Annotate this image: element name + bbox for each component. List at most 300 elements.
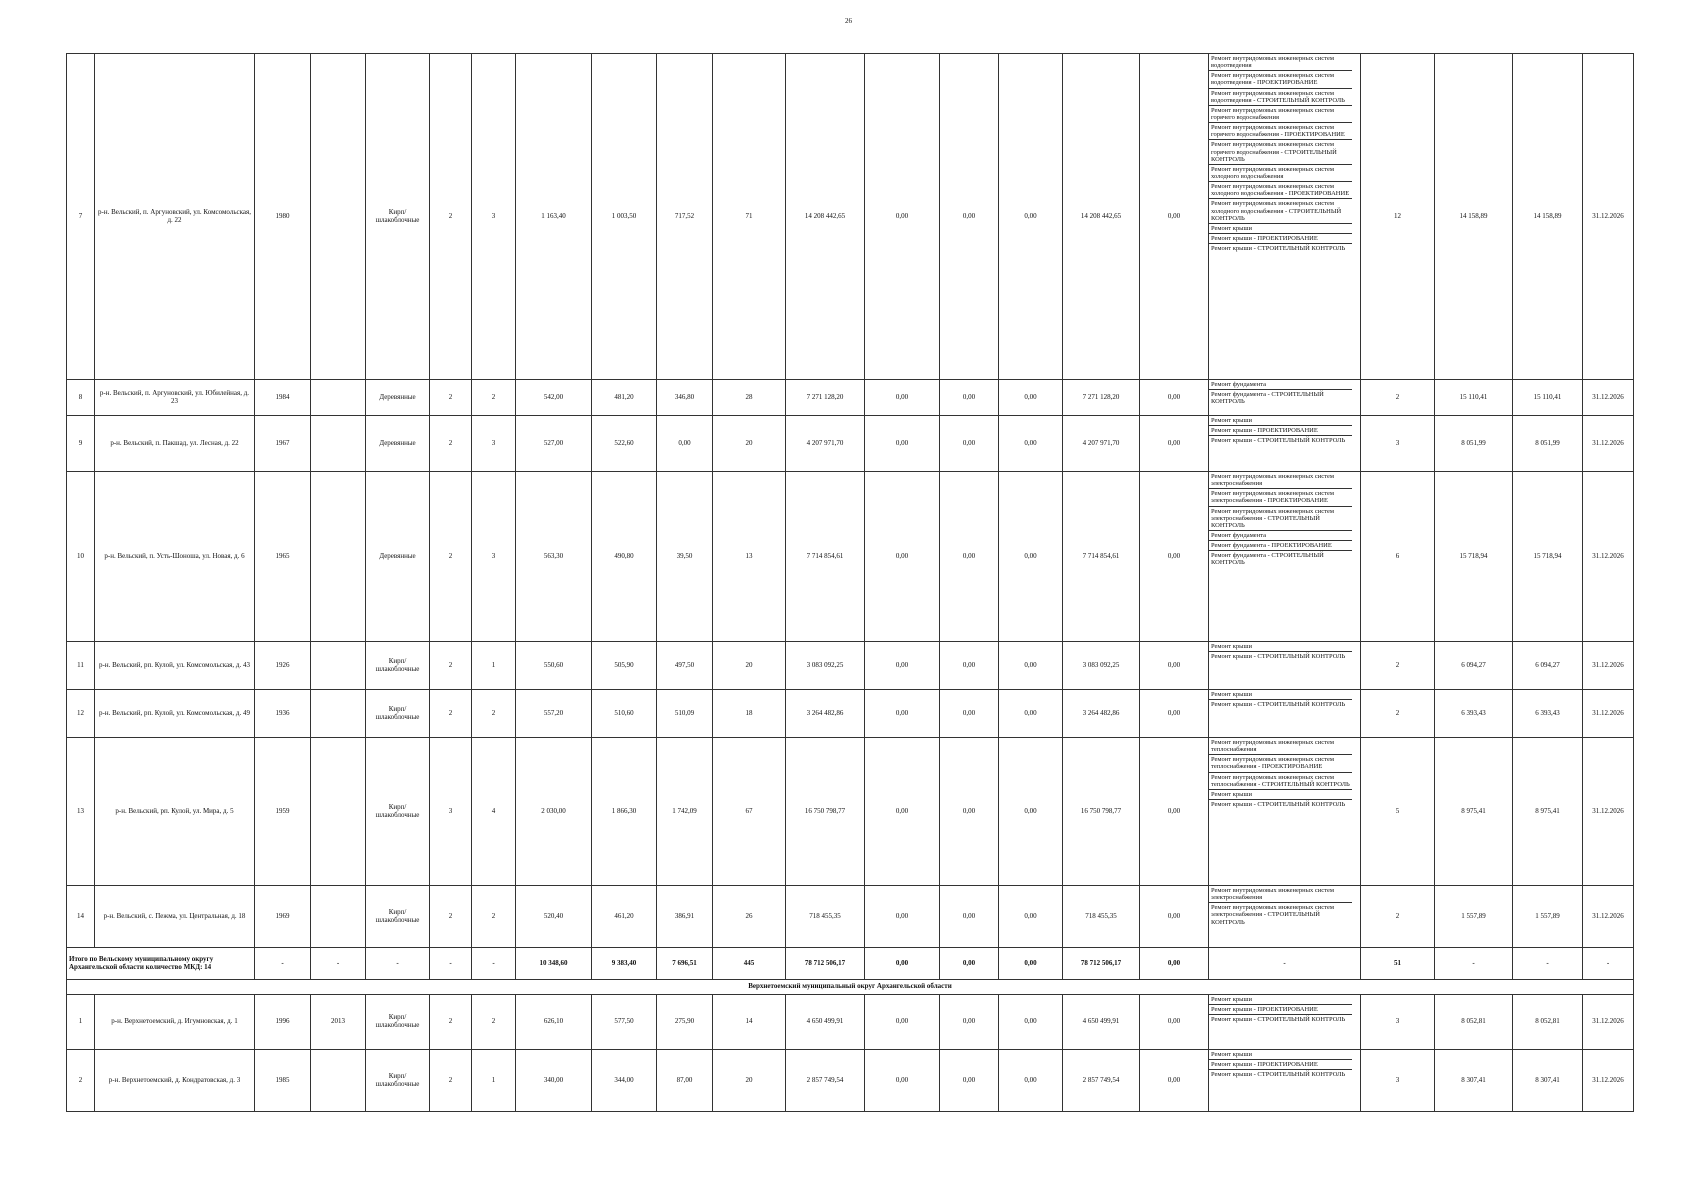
work-item: Ремонт крыши <box>1209 642 1352 652</box>
work-item: Ремонт крыши <box>1209 995 1352 1005</box>
table-row <box>67 738 1634 886</box>
unit-cost: 6 393,43 <box>1435 690 1513 738</box>
fund-federal: 0,00 <box>865 738 940 886</box>
work-item: Ремонт внутридомовых инженерных систем теплоснабжения - ПРОЕКТИРОВАНИЕ <box>1209 755 1352 772</box>
total-area-private: 7 696,51 <box>657 948 713 980</box>
works-count: 2 <box>1361 690 1435 738</box>
work-item: Ремонт внутридомовых инженерных систем электроснабжения - СТРОИТЕЛЬНЫЙ КОНТРОЛЬ <box>1211 904 1334 926</box>
work-item: Ремонт внутридомовых инженерных систем электроснабжения <box>1209 472 1352 489</box>
year-built: 1969 <box>255 886 311 948</box>
floors: 2 <box>430 54 472 380</box>
area-private: 717,52 <box>657 54 713 380</box>
work-item: Ремонт крыши - СТРОИТЕЛЬНЫЙ КОНТРОЛЬ <box>1211 800 1346 808</box>
unit-limit: 15 718,94 <box>1513 472 1583 642</box>
section-title: Верхнетоемский муниципальный округ Архангельской области <box>67 980 1634 995</box>
area-private: 346,80 <box>657 380 713 416</box>
fund-owners: 14 208 442,65 <box>1063 54 1140 380</box>
area-total: 563,30 <box>516 472 592 642</box>
work-item: Ремонт крыши - ПРОЕКТИРОВАНИЕ <box>1209 234 1352 244</box>
works-list <box>1209 416 1360 445</box>
fund-other: 0,00 <box>1140 54 1209 380</box>
table-row <box>67 642 1634 690</box>
address-cell: р-н. Вельский, п. Усть-Шоноша, ул. Новая, д. 6 <box>95 472 255 642</box>
wall-material: Кирп/ шлакоблочные <box>366 1050 430 1112</box>
fund-regional: 0,00 <box>940 886 999 948</box>
fund-regional: 0,00 <box>940 54 999 380</box>
floors: 2 <box>430 886 472 948</box>
cost-total: 4 650 499,91 <box>786 995 865 1050</box>
area-private: 510,09 <box>657 690 713 738</box>
fund-owners: 7 271 128,20 <box>1063 380 1140 416</box>
work-item: Ремонт крыши <box>1209 224 1352 234</box>
works-list-cell <box>1209 642 1361 690</box>
year-built: 1959 <box>255 738 311 886</box>
works-list <box>1209 886 1360 927</box>
work-item: Ремонт крыши - СТРОИТЕЛЬНЫЙ КОНТРОЛЬ <box>1211 701 1346 709</box>
fund-other: 0,00 <box>1140 995 1209 1050</box>
cost-total: 718 455,35 <box>786 886 865 948</box>
total-dash: - <box>472 948 516 980</box>
total-area-total: 10 348,60 <box>516 948 592 980</box>
work-item: Ремонт крыши - СТРОИТЕЛЬНЫЙ КОНТРОЛЬ <box>1211 245 1346 253</box>
works-list <box>1209 1050 1360 1079</box>
residents: 26 <box>713 886 786 948</box>
work-item: Ремонт внутридомовых инженерных систем водоотведения <box>1209 54 1352 71</box>
area-private: 386,91 <box>657 886 713 948</box>
work-item: Ремонт крыши <box>1209 690 1352 700</box>
area-living: 490,80 <box>592 472 657 642</box>
deadline: 31.12.2026 <box>1583 54 1634 380</box>
fund-federal: 0,00 <box>865 380 940 416</box>
cost-total: 2 857 749,54 <box>786 1050 865 1112</box>
fund-federal: 0,00 <box>865 690 940 738</box>
residents: 20 <box>713 1050 786 1112</box>
work-item: Ремонт крыши <box>1209 416 1352 426</box>
fund-regional: 0,00 <box>940 380 999 416</box>
work-item: Ремонт фундамента - СТРОИТЕЛЬНЫЙ КОНТРОЛЬ <box>1211 552 1324 567</box>
work-item: Ремонт внутридомовых инженерных систем холодного водоснабжения - СТРОИТЕЛЬНЫЙ КОНТРОЛЬ <box>1209 199 1352 223</box>
table-row <box>67 416 1634 472</box>
works-count: 3 <box>1361 1050 1435 1112</box>
wall-material: Кирп/ шлакоблочные <box>366 995 430 1050</box>
unit-cost: 14 158,89 <box>1435 54 1513 380</box>
fund-owners: 2 857 749,54 <box>1063 1050 1140 1112</box>
year-built: 1936 <box>255 690 311 738</box>
works-count: 2 <box>1361 642 1435 690</box>
year-built: 1984 <box>255 380 311 416</box>
entrances: 1 <box>472 642 516 690</box>
entrances: 2 <box>472 380 516 416</box>
fund-regional: 0,00 <box>940 995 999 1050</box>
total-dash: - <box>311 948 366 980</box>
work-item: Ремонт внутридомовых инженерных систем холодного водоснабжения <box>1209 165 1352 182</box>
entrances: 1 <box>472 1050 516 1112</box>
fund-federal: 0,00 <box>865 472 940 642</box>
floors: 2 <box>430 1050 472 1112</box>
year-built: 1965 <box>255 472 311 642</box>
table-row <box>67 54 1634 380</box>
wall-material: Деревянные <box>366 416 430 472</box>
residents: 71 <box>713 54 786 380</box>
work-item: Ремонт внутридомовых инженерных систем электроснабжения <box>1209 886 1352 903</box>
address-cell: р-н. Вельский, п. Пакшад, ул. Лесная, д. 22 <box>95 416 255 472</box>
work-item: Ремонт крыши - СТРОИТЕЛЬНЫЙ КОНТРОЛЬ <box>1211 437 1346 445</box>
area-total: 557,20 <box>516 690 592 738</box>
deadline: 31.12.2026 <box>1583 380 1634 416</box>
fund-local: 0,00 <box>999 886 1063 948</box>
residents: 18 <box>713 690 786 738</box>
row-number: 11 <box>67 642 95 690</box>
area-living: 1 003,50 <box>592 54 657 380</box>
total-fund-reg: 0,00 <box>940 948 999 980</box>
residents: 14 <box>713 995 786 1050</box>
work-item: Ремонт внутридомовых инженерных систем горячего водоснабжения - СТРОИТЕЛЬНЫЙ КОНТРОЛЬ <box>1209 140 1352 164</box>
table-row <box>67 690 1634 738</box>
table-row <box>67 472 1634 642</box>
table-row <box>67 1050 1634 1112</box>
total-area-living: 9 383,40 <box>592 948 657 980</box>
area-living: 577,50 <box>592 995 657 1050</box>
fund-local: 0,00 <box>999 380 1063 416</box>
total-fund-fed: 0,00 <box>865 948 940 980</box>
works-count: 5 <box>1361 738 1435 886</box>
works-list <box>1209 738 1360 809</box>
fund-other: 0,00 <box>1140 886 1209 948</box>
area-private: 39,50 <box>657 472 713 642</box>
deadline: 31.12.2026 <box>1583 886 1634 948</box>
work-item: Ремонт внутридомовых инженерных систем горячего водоснабжения <box>1209 106 1352 123</box>
row-number: 2 <box>67 1050 95 1112</box>
entrances: 2 <box>472 995 516 1050</box>
cost-total: 7 714 854,61 <box>786 472 865 642</box>
fund-other: 0,00 <box>1140 1050 1209 1112</box>
table-row <box>67 886 1634 948</box>
work-item: Ремонт внутридомовых инженерных систем электроснабжения - ПРОЕКТИРОВАНИЕ <box>1209 489 1352 506</box>
fund-federal: 0,00 <box>865 642 940 690</box>
residents: 20 <box>713 416 786 472</box>
unit-limit: 6 094,27 <box>1513 642 1583 690</box>
address-cell: р-н. Вельский, п. Аргуновский, ул. Юбилейная, д. 23 <box>95 380 255 416</box>
table-row <box>67 380 1634 416</box>
floors: 2 <box>430 995 472 1050</box>
fund-owners: 16 750 798,77 <box>1063 738 1140 886</box>
year-overhaul <box>311 472 366 642</box>
cost-total: 7 271 128,20 <box>786 380 865 416</box>
address-cell: р-н. Верхнетоемский, д. Игумновская, д. 1 <box>95 995 255 1050</box>
entrances: 2 <box>472 886 516 948</box>
residents: 67 <box>713 738 786 886</box>
work-item: Ремонт крыши <box>1209 790 1352 800</box>
work-item: Ремонт крыши - ПРОЕКТИРОВАНИЕ <box>1209 1060 1352 1070</box>
works-list <box>1209 472 1360 568</box>
floors: 2 <box>430 690 472 738</box>
area-private: 497,50 <box>657 642 713 690</box>
entrances: 3 <box>472 472 516 642</box>
work-item: Ремонт внутридомовых инженерных систем теплоснабжения - СТРОИТЕЛЬНЫЙ КОНТРОЛЬ <box>1209 773 1352 790</box>
works-count: 2 <box>1361 886 1435 948</box>
year-overhaul <box>311 380 366 416</box>
cost-total: 16 750 798,77 <box>786 738 865 886</box>
work-item: Ремонт внутридомовых инженерных систем теплоснабжения <box>1209 738 1352 755</box>
works-count: 2 <box>1361 380 1435 416</box>
year-built: 1980 <box>255 54 311 380</box>
works-count: 12 <box>1361 54 1435 380</box>
year-overhaul: 2013 <box>311 995 366 1050</box>
year-built: 1967 <box>255 416 311 472</box>
total-dash: - <box>1209 948 1361 980</box>
fund-local: 0,00 <box>999 995 1063 1050</box>
fund-other: 0,00 <box>1140 380 1209 416</box>
unit-limit: 15 110,41 <box>1513 380 1583 416</box>
fund-owners: 4 650 499,91 <box>1063 995 1140 1050</box>
total-residents: 445 <box>713 948 786 980</box>
fund-regional: 0,00 <box>940 738 999 886</box>
unit-limit: 8 052,81 <box>1513 995 1583 1050</box>
work-item: Ремонт крыши - СТРОИТЕЛЬНЫЙ КОНТРОЛЬ <box>1211 1071 1346 1079</box>
residents: 13 <box>713 472 786 642</box>
unit-cost: 8 307,41 <box>1435 1050 1513 1112</box>
works-list-cell <box>1209 472 1361 642</box>
fund-other: 0,00 <box>1140 738 1209 886</box>
fund-local: 0,00 <box>999 54 1063 380</box>
fund-other: 0,00 <box>1140 472 1209 642</box>
residents: 28 <box>713 380 786 416</box>
area-total: 2 030,00 <box>516 738 592 886</box>
address-cell: р-н. Вельский, рп. Кулой, ул. Комсомольская, д. 49 <box>95 690 255 738</box>
cost-total: 3 264 482,86 <box>786 690 865 738</box>
work-item: Ремонт крыши - ПРОЕКТИРОВАНИЕ <box>1209 1005 1352 1015</box>
year-overhaul <box>311 642 366 690</box>
works-count: 3 <box>1361 416 1435 472</box>
wall-material: Кирп/ шлакоблочные <box>366 690 430 738</box>
entrances: 4 <box>472 738 516 886</box>
table-row <box>67 995 1634 1050</box>
works-list <box>1209 995 1360 1024</box>
total-fund-own: 78 712 506,17 <box>1063 948 1140 980</box>
entrances: 2 <box>472 690 516 738</box>
wall-material: Кирп/ шлакоблочные <box>366 886 430 948</box>
total-dash: - <box>1435 948 1513 980</box>
area-total: 527,00 <box>516 416 592 472</box>
total-row <box>67 948 1634 980</box>
fund-other: 0,00 <box>1140 416 1209 472</box>
area-living: 505,90 <box>592 642 657 690</box>
section-row <box>67 980 1634 995</box>
deadline: 31.12.2026 <box>1583 1050 1634 1112</box>
area-private: 0,00 <box>657 416 713 472</box>
fund-regional: 0,00 <box>940 472 999 642</box>
year-overhaul <box>311 738 366 886</box>
unit-limit: 1 557,89 <box>1513 886 1583 948</box>
fund-owners: 4 207 971,70 <box>1063 416 1140 472</box>
work-item: Ремонт внутридомовых инженерных систем холодного водоснабжения - ПРОЕКТИРОВАНИЕ <box>1209 182 1352 199</box>
entrances: 3 <box>472 416 516 472</box>
address-cell: р-н. Вельский, рп. Кулой, ул. Мира, д. 5 <box>95 738 255 886</box>
year-built: 1996 <box>255 995 311 1050</box>
fund-federal: 0,00 <box>865 995 940 1050</box>
area-total: 542,00 <box>516 380 592 416</box>
floors: 3 <box>430 738 472 886</box>
works-list <box>1209 380 1360 406</box>
works-list-cell <box>1209 416 1361 472</box>
work-item: Ремонт крыши - СТРОИТЕЛЬНЫЙ КОНТРОЛЬ <box>1211 1016 1346 1024</box>
work-item: Ремонт внутридомовых инженерных систем электроснабжения - СТРОИТЕЛЬНЫЙ КОНТРОЛЬ <box>1209 507 1352 531</box>
wall-material: Деревянные <box>366 472 430 642</box>
fund-local: 0,00 <box>999 1050 1063 1112</box>
works-list-cell <box>1209 1050 1361 1112</box>
works-list-cell <box>1209 886 1361 948</box>
area-living: 344,00 <box>592 1050 657 1112</box>
page-number: 26 <box>845 17 852 25</box>
total-dash: - <box>1583 948 1634 980</box>
floors: 2 <box>430 472 472 642</box>
capital-repair-register-table <box>66 53 1634 1112</box>
row-number: 14 <box>67 886 95 948</box>
wall-material: Деревянные <box>366 380 430 416</box>
work-item: Ремонт внутридомовых инженерных систем горячего водоснабжения - ПРОЕКТИРОВАНИЕ <box>1209 123 1352 140</box>
fund-other: 0,00 <box>1140 690 1209 738</box>
fund-regional: 0,00 <box>940 1050 999 1112</box>
deadline: 31.12.2026 <box>1583 995 1634 1050</box>
work-item: Ремонт фундамента - ПРОЕКТИРОВАНИЕ <box>1209 541 1352 551</box>
area-total: 1 163,40 <box>516 54 592 380</box>
works-list <box>1209 690 1360 709</box>
area-total: 520,40 <box>516 886 592 948</box>
total-dash: - <box>255 948 311 980</box>
work-item: Ремонт фундамента - СТРОИТЕЛЬНЫЙ КОНТРОЛЬ <box>1211 391 1324 406</box>
works-list-cell <box>1209 995 1361 1050</box>
total-fund-loc: 0,00 <box>999 948 1063 980</box>
deadline: 31.12.2026 <box>1583 690 1634 738</box>
unit-limit: 8 051,99 <box>1513 416 1583 472</box>
year-overhaul <box>311 1050 366 1112</box>
area-living: 481,20 <box>592 380 657 416</box>
fund-other: 0,00 <box>1140 642 1209 690</box>
row-number: 12 <box>67 690 95 738</box>
fund-owners: 3 264 482,86 <box>1063 690 1140 738</box>
work-item: Ремонт фундамента <box>1209 380 1352 390</box>
unit-limit: 8 307,41 <box>1513 1050 1583 1112</box>
row-number: 13 <box>67 738 95 886</box>
table-body <box>67 54 1634 1112</box>
fund-local: 0,00 <box>999 642 1063 690</box>
cost-total: 14 208 442,65 <box>786 54 865 380</box>
area-living: 461,20 <box>592 886 657 948</box>
deadline: 31.12.2026 <box>1583 642 1634 690</box>
area-private: 87,00 <box>657 1050 713 1112</box>
year-built: 1985 <box>255 1050 311 1112</box>
area-private: 1 742,09 <box>657 738 713 886</box>
unit-cost: 15 718,94 <box>1435 472 1513 642</box>
address-cell: р-н. Вельский, с. Пежма, ул. Центральная, д. 18 <box>95 886 255 948</box>
cost-total: 3 083 092,25 <box>786 642 865 690</box>
wall-material: Кирп/ шлакоблочные <box>366 738 430 886</box>
wall-material: Кирп/ шлакоблочные <box>366 54 430 380</box>
floors: 2 <box>430 642 472 690</box>
works-list-cell <box>1209 380 1361 416</box>
unit-cost: 6 094,27 <box>1435 642 1513 690</box>
works-count: 3 <box>1361 995 1435 1050</box>
work-item: Ремонт внутридомовых инженерных систем водоотведения - ПРОЕКТИРОВАНИЕ <box>1209 71 1352 88</box>
wall-material: Кирп/ шлакоблочные <box>366 642 430 690</box>
fund-local: 0,00 <box>999 472 1063 642</box>
works-list-cell <box>1209 690 1361 738</box>
fund-federal: 0,00 <box>865 1050 940 1112</box>
unit-cost: 8 975,41 <box>1435 738 1513 886</box>
work-item: Ремонт внутридомовых инженерных систем водоотведения - СТРОИТЕЛЬНЫЙ КОНТРОЛЬ <box>1209 89 1352 106</box>
total-cost-total: 78 712 506,17 <box>786 948 865 980</box>
area-total: 550,60 <box>516 642 592 690</box>
deadline: 31.12.2026 <box>1583 738 1634 886</box>
total-dash: - <box>1513 948 1583 980</box>
year-overhaul <box>311 886 366 948</box>
fund-local: 0,00 <box>999 690 1063 738</box>
fund-owners: 7 714 854,61 <box>1063 472 1140 642</box>
total-fund-other: 0,00 <box>1140 948 1209 980</box>
work-item: Ремонт крыши - ПРОЕКТИРОВАНИЕ <box>1209 426 1352 436</box>
unit-cost: 1 557,89 <box>1435 886 1513 948</box>
work-item: Ремонт фундамента <box>1209 531 1352 541</box>
works-list-cell <box>1209 54 1361 380</box>
work-item: Ремонт крыши <box>1209 1050 1352 1060</box>
fund-owners: 3 083 092,25 <box>1063 642 1140 690</box>
work-item: Ремонт крыши - СТРОИТЕЛЬНЫЙ КОНТРОЛЬ <box>1211 653 1346 661</box>
year-overhaul <box>311 54 366 380</box>
fund-local: 0,00 <box>999 738 1063 886</box>
fund-federal: 0,00 <box>865 886 940 948</box>
works-list <box>1209 642 1360 661</box>
deadline: 31.12.2026 <box>1583 416 1634 472</box>
address-cell: р-н. Вельский, п. Аргуновский, ул. Комсомольская, д. 22 <box>95 54 255 380</box>
row-number: 7 <box>67 54 95 380</box>
fund-owners: 718 455,35 <box>1063 886 1140 948</box>
row-number: 9 <box>67 416 95 472</box>
area-private: 275,90 <box>657 995 713 1050</box>
area-total: 626,10 <box>516 995 592 1050</box>
address-cell: р-н. Вельский, рп. Кулой, ул. Комсомольская, д. 43 <box>95 642 255 690</box>
year-built: 1926 <box>255 642 311 690</box>
address-cell: р-н. Верхнетоемский, д. Кондратовская, д. 3 <box>95 1050 255 1112</box>
entrances: 3 <box>472 54 516 380</box>
fund-federal: 0,00 <box>865 416 940 472</box>
floors: 2 <box>430 416 472 472</box>
total-dash: - <box>366 948 430 980</box>
works-list-cell <box>1209 738 1361 886</box>
area-living: 522,60 <box>592 416 657 472</box>
deadline: 31.12.2026 <box>1583 472 1634 642</box>
unit-limit: 14 158,89 <box>1513 54 1583 380</box>
year-overhaul <box>311 690 366 738</box>
total-label: Итого по Вельскому муниципальному округу Архангельской области количество МКД: 14 <box>67 948 255 980</box>
fund-regional: 0,00 <box>940 416 999 472</box>
row-number: 8 <box>67 380 95 416</box>
cost-total: 4 207 971,70 <box>786 416 865 472</box>
row-number: 10 <box>67 472 95 642</box>
fund-local: 0,00 <box>999 416 1063 472</box>
year-overhaul <box>311 416 366 472</box>
unit-limit: 6 393,43 <box>1513 690 1583 738</box>
unit-cost: 8 052,81 <box>1435 995 1513 1050</box>
total-works-count: 51 <box>1361 948 1435 980</box>
total-dash: - <box>430 948 472 980</box>
fund-federal: 0,00 <box>865 54 940 380</box>
fund-regional: 0,00 <box>940 690 999 738</box>
works-count: 6 <box>1361 472 1435 642</box>
works-list <box>1209 54 1360 253</box>
unit-cost: 15 110,41 <box>1435 380 1513 416</box>
row-number: 1 <box>67 995 95 1050</box>
residents: 20 <box>713 642 786 690</box>
